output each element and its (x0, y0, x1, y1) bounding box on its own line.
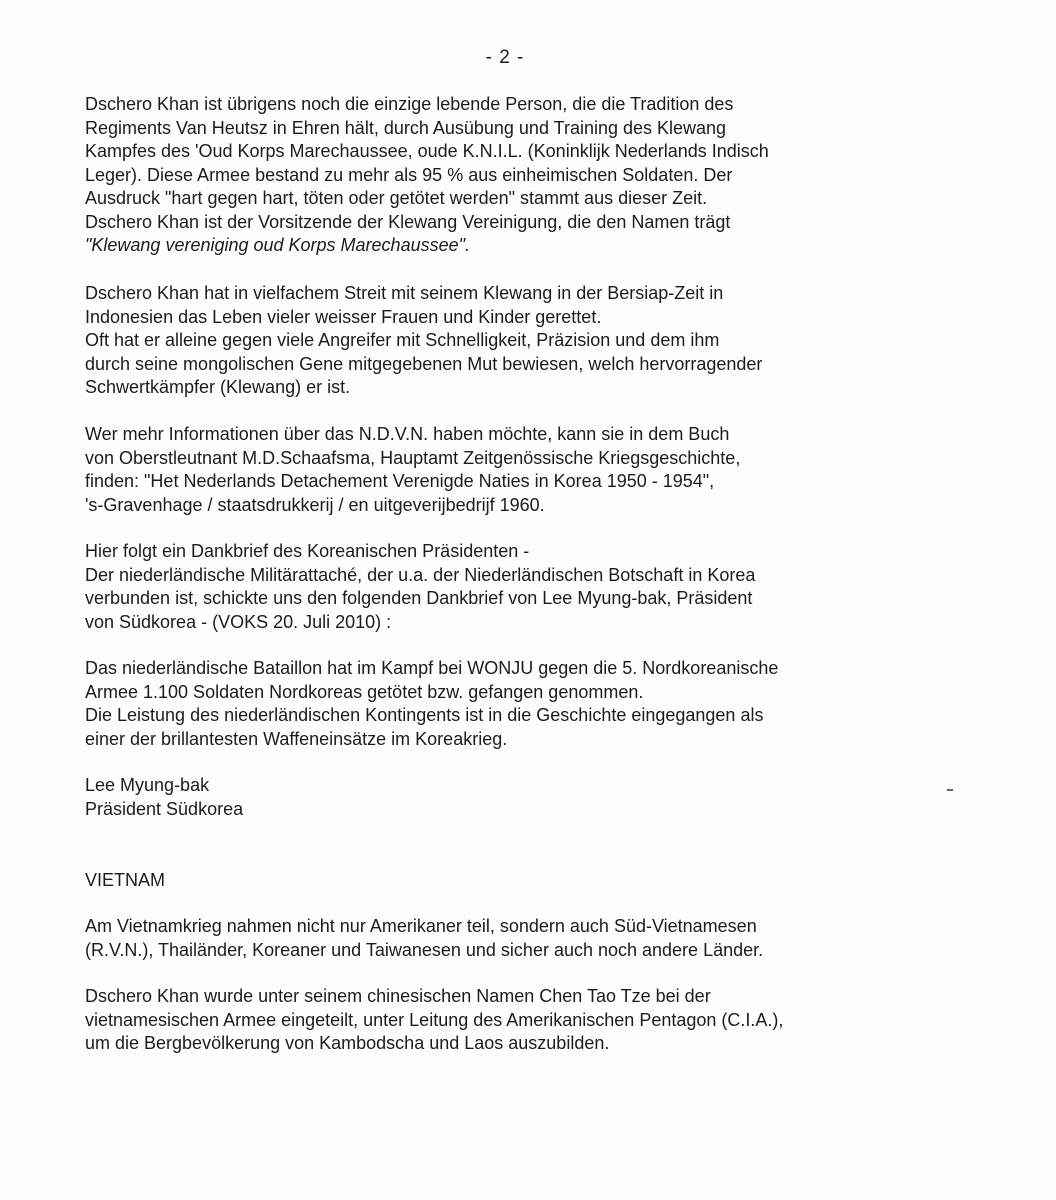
text-line: von Südkorea - (VOKS 20. Juli 2010) : (85, 611, 392, 632)
paragraph-ndvn-book (85, 423, 1025, 517)
section-heading: VIETNAM (85, 870, 166, 890)
text-line: Leger). Diese Armee bestand zu mehr als 95 % aus einheimischen Soldaten. Der (85, 164, 733, 185)
scan-speck (947, 789, 953, 791)
text-line: Indonesien das Leben vieler weisser Frauen und Kinder gerettet. (85, 306, 602, 327)
text-line: verbunden ist, schickte uns den folgenden Dankbrief von Lee Myung-bak, Präsident (85, 588, 753, 608)
association-name: "Klewang vereniging oud Korps Marechaussee". (85, 235, 471, 255)
paragraph-wonju-battle (85, 657, 1025, 751)
paragraph-thank-you-letter-intro (85, 540, 1025, 634)
signatory-title: Präsident Südkorea (85, 798, 244, 819)
text-line: durch seine mongolischen Gene mitgegebenen Mut bewiesen, welch hervorragender (85, 353, 763, 374)
text-line: Regiments Van Heutsz in Ehren hält, durch Ausübung und Training des Klewang (85, 117, 727, 138)
text-line: Das niederländische Bataillon hat im Kampf bei WONJU gegen die 5. Nordkoreanische (85, 658, 779, 678)
paragraph-vietnam-war (85, 915, 1025, 962)
paragraph-bersiap (85, 282, 1025, 400)
text-line: von Oberstleutnant M.D.Schaafsma, Hauptamt Zeitgenössische Kriegsgeschichte, (85, 447, 741, 468)
signature-block (85, 774, 1025, 821)
text-line: Dschero Khan ist der Vorsitzende der Klewang Vereinigung, die den Namen trägt (85, 211, 731, 232)
signatory-name: Lee Myung-bak (85, 775, 210, 795)
text-line: einer der brillantesten Waffeneinsätze im Koreakrieg. (85, 728, 508, 749)
text-line: Dschero Khan hat in vielfachem Streit mit seinem Klewang in der Bersiap-Zeit in (85, 283, 724, 303)
text-line: Oft hat er alleine gegen viele Angreifer mit Schnelligkeit, Präzision und dem ihm (85, 330, 720, 350)
text-line: Dschero Khan wurde unter seinem chinesischen Namen Chen Tao Tze bei der (85, 986, 711, 1006)
text-line: Armee 1.100 Soldaten Nordkoreas getötet bzw. gefangen genommen. (85, 681, 644, 702)
paragraph-chen-tao-tze (85, 985, 1025, 1056)
text-line: vietnamesischen Armee eingeteilt, unter Leitung des Amerikanischen Pentagon (C.I.A.), (85, 1009, 784, 1030)
text-line: Der niederländische Militärattaché, der u.a. der Niederländischen Botschaft in Korea (85, 564, 756, 585)
text-line: um die Bergbevölkerung von Kambodscha und Laos auszubilden. (85, 1033, 610, 1053)
text-line: Die Leistung des niederländischen Kontingents ist in die Geschichte eingegangen als (85, 705, 764, 725)
text-line: Kampfes des 'Oud Korps Marechaussee, oude K.N.I.L. (Koninklijk Nederlands Indisch (85, 141, 769, 161)
paragraph-klewang-tradition (85, 93, 1025, 258)
page-number: - 2 - (485, 47, 525, 68)
text-line: Am Vietnamkrieg nahmen nicht nur Amerikaner teil, sondern auch Süd-Vietnamesen (85, 916, 757, 936)
text-line: Schwertkämpfer (Klewang) er ist. (85, 377, 351, 397)
text-line: Dschero Khan ist übrigens noch die einzige lebende Person, die die Tradition des (85, 94, 734, 114)
text-line: Wer mehr Informationen über das N.D.V.N. haben möchte, kann sie in dem Buch (85, 424, 730, 444)
text-line: Ausdruck "hart gegen hart, töten oder getötet werden" stammt aus dieser Zeit. (85, 188, 708, 208)
text-line: (R.V.N.), Thailänder, Koreaner und Taiwanesen und sicher auch noch andere Länder. (85, 939, 764, 960)
text-line: Hier folgt ein Dankbrief des Koreanischen Präsidenten - (85, 541, 530, 561)
text-line: 's-Gravenhage / staatsdrukkerij / en uitgeverijbedrijf 1960. (85, 494, 545, 515)
section-heading-vietnam (85, 869, 1025, 893)
text-line: finden: "Het Nederlands Detachement Verenigde Naties in Korea 1950 - 1954", (85, 471, 715, 491)
